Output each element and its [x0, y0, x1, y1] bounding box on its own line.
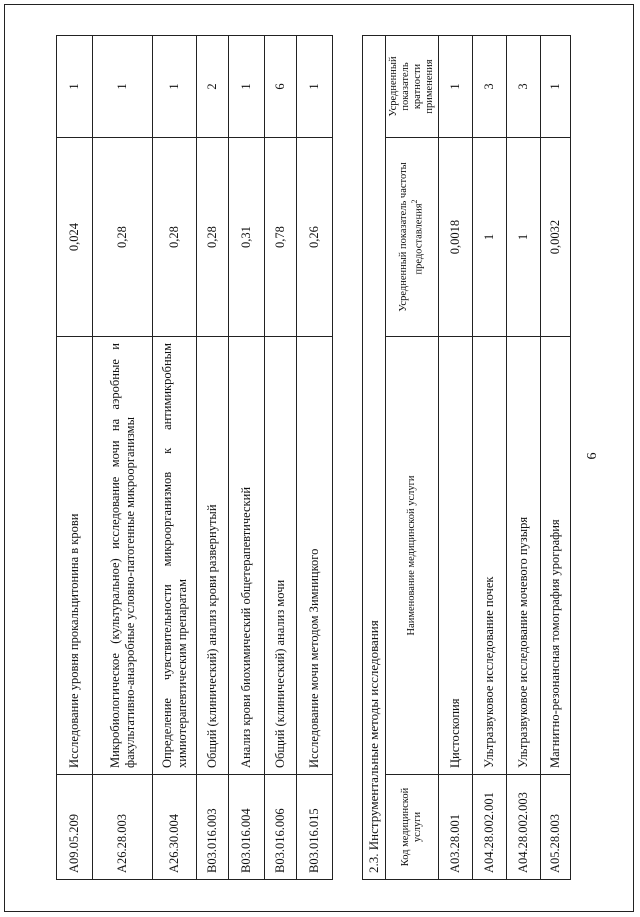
table-row — [540, 36, 570, 880]
table-row — [197, 36, 229, 880]
cell-name: Общий (клинический) анализ мочи — [265, 337, 297, 775]
cell-multiplicity: 1 — [93, 36, 153, 138]
table-row — [153, 36, 197, 880]
cell-frequency: 0,28 — [197, 138, 229, 337]
footnote-marker: 2 — [409, 199, 419, 204]
services-table-lab — [56, 35, 333, 880]
cell-multiplicity: 1 — [540, 36, 570, 138]
table-row — [438, 36, 472, 880]
cell-name: Анализ крови биохимический общетерапевтический — [229, 337, 265, 775]
header-frequency-text: Усредненный показатель частоты предоставления — [397, 162, 425, 312]
cell-code: B03.016.015 — [297, 775, 333, 880]
table-row — [93, 36, 153, 880]
cell-name: Исследование мочи методом Зимницкого — [297, 337, 333, 775]
table-row — [472, 36, 506, 880]
cell-frequency: 0,26 — [297, 138, 333, 337]
cell-name: Ультразвуковое исследование мочевого пузыря — [506, 337, 540, 775]
cell-code: A03.28.001 — [438, 775, 472, 880]
services-table-instrumental — [362, 35, 571, 880]
cell-code: A26.30.004 — [153, 775, 197, 880]
cell-code: A05.28.003 — [540, 775, 570, 880]
cell-frequency: 0,024 — [57, 138, 93, 337]
table-header-row — [385, 36, 438, 880]
cell-frequency: 0,28 — [153, 138, 197, 337]
cell-multiplicity: 2 — [197, 36, 229, 138]
cell-multiplicity: 3 — [472, 36, 506, 138]
header-name: Наименование медицинской услуги — [385, 337, 438, 775]
table-row — [297, 36, 333, 880]
cell-code: B03.016.004 — [229, 775, 265, 880]
cell-multiplicity: 1 — [438, 36, 472, 138]
cell-code: B03.016.006 — [265, 775, 297, 880]
cell-name: Общий (клинический) анализ крови развернутый — [197, 337, 229, 775]
header-code: Код медицинской услуги — [385, 775, 438, 880]
cell-frequency: 0,0032 — [540, 138, 570, 337]
cell-frequency: 1 — [472, 138, 506, 337]
cell-frequency: 0,31 — [229, 138, 265, 337]
cell-code: A09.05.209 — [57, 775, 93, 880]
table-caption: 2.3. Инструментальные методы исследования — [363, 36, 386, 880]
header-multiplicity: Усредненный показатель кратности применения — [385, 36, 438, 138]
cell-multiplicity: 3 — [506, 36, 540, 138]
cell-name: Цистоскопия — [438, 337, 472, 775]
table-row — [265, 36, 297, 880]
table-row — [57, 36, 93, 880]
cell-code: A04.28.002.001 — [472, 775, 506, 880]
cell-multiplicity: 1 — [297, 36, 333, 138]
page-number: 6 — [585, 452, 600, 460]
cell-frequency: 0,28 — [93, 138, 153, 337]
rotated-page-content — [40, 30, 600, 880]
header-frequency — [385, 138, 438, 337]
cell-multiplicity: 1 — [153, 36, 197, 138]
cell-frequency: 0,78 — [265, 138, 297, 337]
cell-multiplicity: 6 — [265, 36, 297, 138]
cell-name: Ультразвуковое исследование почек — [472, 337, 506, 775]
cell-name: Определение чувствительности микроорганизмов к антимикробным химиотерапевтическим препаратам — [153, 337, 197, 775]
cell-frequency: 1 — [506, 138, 540, 337]
table-row — [506, 36, 540, 880]
cell-code: A26.28.003 — [93, 775, 153, 880]
cell-frequency: 0,0018 — [438, 138, 472, 337]
cell-code: B03.016.003 — [197, 775, 229, 880]
cell-multiplicity: 1 — [229, 36, 265, 138]
cell-multiplicity: 1 — [57, 36, 93, 138]
cell-code: A04.28.002.003 — [506, 775, 540, 880]
table-row — [229, 36, 265, 880]
cell-name: Микробиологическое (культуральное) исследование мочи на аэробные и факультативно-анаэробные условно-патогенные микроорганизмы — [93, 337, 153, 775]
cell-name: Магнитно-резонансная томография урография — [540, 337, 570, 775]
cell-name: Исследование уровня прокальцитонина в крови — [57, 337, 93, 775]
